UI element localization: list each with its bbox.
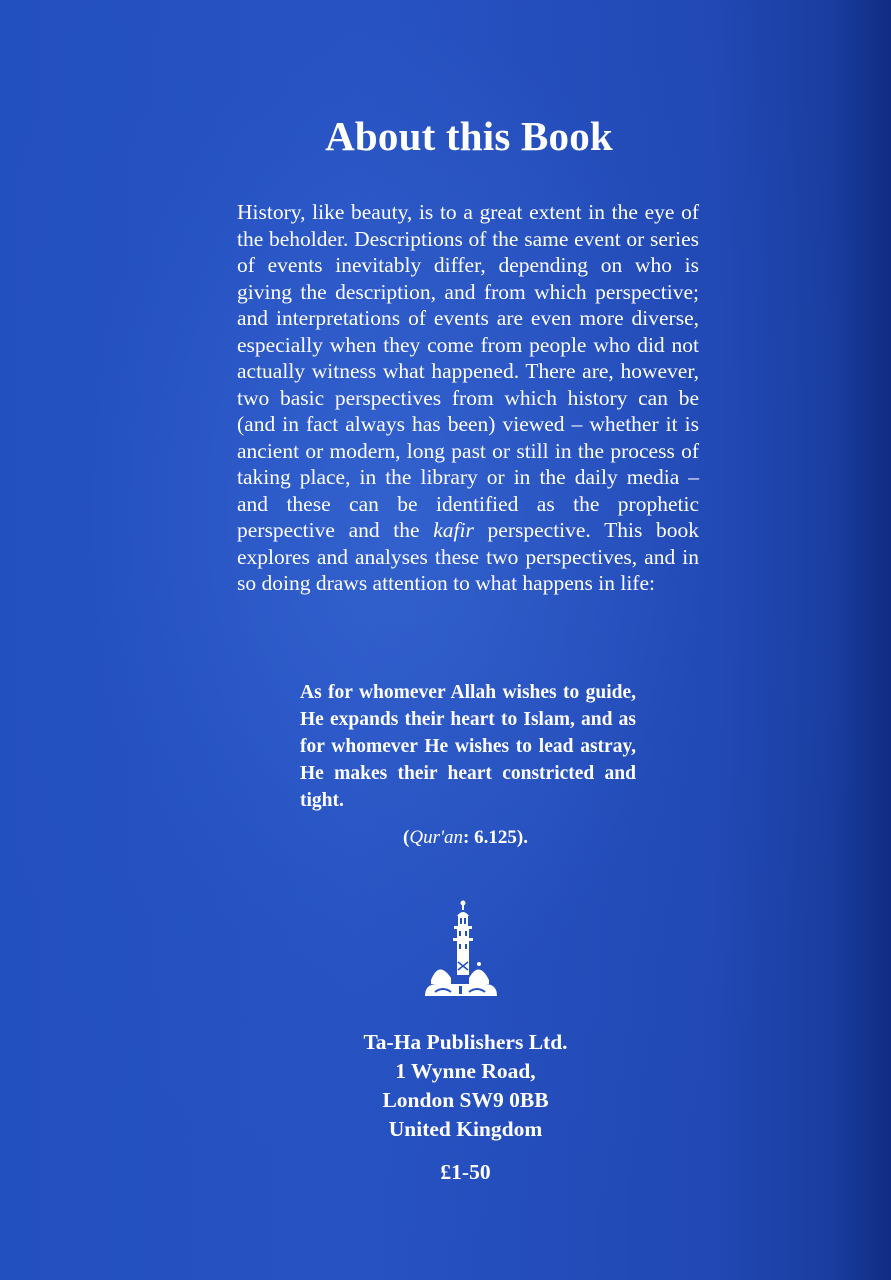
quote-reference [0, 827, 891, 849]
publisher-city: London SW9 0BB [382, 1088, 549, 1112]
reference-verse: : 6.125). [463, 827, 528, 848]
quran-quote: As for whomever Allah wishes to guide, He expands their heart to Islam, and as for whomever He wishes to lead astray, He makes their heart constricted and tight. [300, 682, 636, 811]
reference-open: ( [403, 827, 410, 848]
price-label: £1-50 [440, 1160, 491, 1184]
publisher-name: Ta-Ha Publishers Ltd. [363, 1030, 568, 1054]
description-text-2: perspective. This book explores and analyses these two perspectives, and in so doing draws attention to what happens in life: [237, 518, 700, 595]
publisher-street: 1 Wynne Road, [395, 1059, 536, 1083]
page-title: About this Book [325, 113, 613, 159]
description-italic-term: kafir [433, 518, 474, 542]
book-description [237, 199, 699, 597]
publisher-country: United Kingdom [388, 1117, 543, 1141]
mosque-minaret-logo-icon [423, 898, 499, 998]
description-text-1: History, like beauty, is to a great extent in the eye of the beholder. Descriptions of the same event or series of events inevitably differ, depending on who is giving the description, and from which perspective; and interpretations of events are even more diverse, especially when they come from people who did not actually witness what happened. There are, however, two basic perspectives from which history can be (and in fact always has been) viewed – whether it is ancient or modern, long past or still in the process of taking place, in the library or in the daily media – and these can be identified as the prophetic perspective and the [237, 200, 699, 542]
publisher-address [0, 1028, 891, 1144]
reference-source: Qur'an [409, 827, 464, 848]
